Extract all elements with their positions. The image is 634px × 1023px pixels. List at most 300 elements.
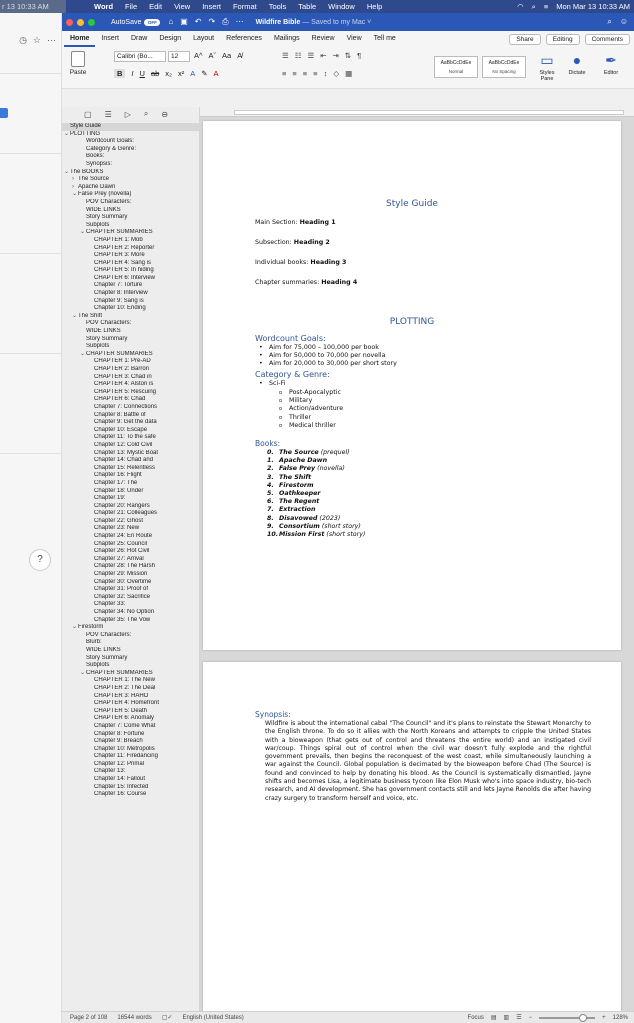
book-number: 6. <box>267 498 274 506</box>
proofing-icon[interactable]: ▢✓ <box>161 1015 173 1021</box>
nav-heading-label: CHAPTER 3: More <box>94 252 145 259</box>
nav-heading-item[interactable] <box>62 146 200 154</box>
nav-heading-label: Subplots <box>86 221 110 228</box>
menu-bar <box>0 0 634 13</box>
list-item <box>255 482 365 490</box>
save-icon[interactable]: ▣ <box>180 17 188 26</box>
style-line <box>255 279 357 286</box>
nav-heading-item[interactable] <box>62 336 200 344</box>
nav-heading-item[interactable] <box>62 442 200 450</box>
book-number: 2. <box>267 465 274 473</box>
focus-button[interactable]: Focus <box>467 1014 484 1021</box>
nav-heading-item[interactable] <box>62 176 200 184</box>
tab-insert[interactable]: Insert <box>101 35 119 42</box>
editor-label: Editor <box>603 70 619 76</box>
nav-heading-item[interactable] <box>62 404 200 412</box>
book-number: 10. <box>267 530 279 538</box>
menu-insert[interactable]: Insert <box>202 2 221 11</box>
divider <box>0 253 62 254</box>
background-window <box>0 13 62 1023</box>
nav-heading-label: CHAPTER 2: The Deal <box>94 684 156 691</box>
nav-heading-item[interactable] <box>62 381 200 389</box>
nav-heading-label: Chapter 24: En Route <box>94 533 153 540</box>
shrink-font-button[interactable]: Aˇ <box>208 51 217 60</box>
style-normal[interactable] <box>434 56 478 78</box>
nav-heading-item[interactable] <box>62 229 200 237</box>
nav-heading-item[interactable] <box>62 434 200 442</box>
nav-heading-item[interactable] <box>62 465 200 473</box>
navigation-pane <box>62 107 200 1011</box>
heading-category: Category & Genre: <box>255 370 330 379</box>
document-page[interactable] <box>203 121 621 650</box>
nav-heading-item[interactable] <box>62 761 200 769</box>
book-title: Mission First <box>279 530 325 538</box>
style-value: Heading 1 <box>299 219 336 226</box>
list-item <box>255 523 365 531</box>
nav-heading-label: Chapter 12: Primal <box>94 760 145 767</box>
nav-heading-label: Chapter 7: Come What <box>94 722 156 729</box>
minimize-window-button[interactable] <box>77 19 84 26</box>
nav-heading-label: Chapter 20: Rangers <box>94 502 150 509</box>
book-title: Firestorm <box>279 481 314 489</box>
book-title: Apache Dawn <box>279 457 328 465</box>
divider <box>0 353 62 354</box>
nav-heading-item[interactable] <box>62 495 200 503</box>
doc-name: Wildfire Bible <box>255 18 301 26</box>
document-page[interactable] <box>203 662 621 1011</box>
text-effects-button[interactable]: A <box>190 69 196 78</box>
divider <box>0 153 62 154</box>
nav-heading-label: Blurb: <box>86 639 102 646</box>
nav-heading-item[interactable] <box>62 731 200 739</box>
nav-heading-item[interactable] <box>62 161 200 169</box>
nav-heading-label: Chapter 9: Breach <box>94 738 143 745</box>
nav-heading-label: Synopsis: <box>86 160 113 167</box>
nav-heading-item[interactable] <box>62 586 200 594</box>
ribbon-home <box>62 47 634 89</box>
nav-heading-item[interactable] <box>62 670 200 678</box>
nav-heading-item[interactable] <box>62 427 200 435</box>
nav-heading-item[interactable] <box>62 556 200 564</box>
nav-heading-item[interactable] <box>62 450 200 458</box>
justify-button[interactable]: ≡ <box>313 69 318 78</box>
nav-heading-item[interactable] <box>62 396 200 404</box>
list-item <box>255 457 365 465</box>
nav-heading-label: CHAPTER 1: The New <box>94 677 155 684</box>
nav-heading-item[interactable] <box>62 351 200 359</box>
nav-heading-item[interactable] <box>62 700 200 708</box>
nav-heading-label: Apache Dawn <box>78 183 116 190</box>
nav-heading-item[interactable] <box>62 563 200 571</box>
nav-heading-item[interactable] <box>62 632 200 640</box>
font-name-select[interactable]: Calibri (Bo... <box>114 51 166 62</box>
numbering-button[interactable]: ☷ <box>294 51 302 60</box>
tab-design[interactable]: Design <box>159 35 182 42</box>
title-bar <box>62 13 634 31</box>
more-icon[interactable]: ⋯ <box>47 35 56 45</box>
nav-heading-item[interactable] <box>62 518 200 526</box>
nav-heading-item[interactable] <box>62 419 200 427</box>
chevron-down-icon[interactable]: ⌄ <box>72 312 78 319</box>
nav-heading-label: The BOOKS <box>70 168 104 175</box>
nav-heading-item[interactable] <box>62 237 200 245</box>
nav-heading-item[interactable] <box>62 609 200 617</box>
history-icon[interactable]: ◷ <box>19 35 27 45</box>
book-title: Oathkeeper <box>279 489 321 497</box>
nav-heading-item[interactable] <box>62 768 200 776</box>
nav-heading-item[interactable] <box>62 412 200 420</box>
microphone-icon: ● <box>572 52 582 68</box>
web-layout-icon[interactable]: ▥ <box>503 1015 510 1021</box>
heading-plotting: PLOTTING <box>389 317 435 327</box>
nav-heading-label: CHAPTER 3: Chad in <box>94 373 152 380</box>
menu-edit[interactable]: Edit <box>149 2 163 11</box>
menu-table[interactable]: Table <box>298 2 317 11</box>
menu-tools[interactable]: Tools <box>268 2 287 11</box>
paste-button[interactable] <box>66 51 90 76</box>
nav-heading-item[interactable] <box>62 245 200 253</box>
zoom-window-button[interactable] <box>88 19 95 26</box>
styles-pane-button[interactable] <box>536 52 558 82</box>
tab-references[interactable]: References <box>226 35 262 42</box>
synopsis-paragraph: Wildfire is about the international cabal "The Council" and it's plans to reinstate the Stewart Monarchy to the English throne. To do so it allies with the North Koreans and attempts to cripple the United States with a bioweapon (that gets out of control and threatens the entire world) and an instigated civil war/coup. Things spiral out of control when the civil war doesn't fully explode and the rightful government prevails, then begins the reconquest of the west coast, while simultaneously launching a war against the Council. Global population is decimated by the bioweapon before Chad (The Source) is found and convinced to help by donating his blood. As the Council is systematically dismantled, Jayne shifts and becomes Lisa, a legitimate business tycoon like Elon Musk who's into space industry, bio-tech research, and AI development. She has government contacts still and lets Jayne Renolds die after having crazy surgery to transform herself and voice, etc. <box>265 720 591 802</box>
list-item <box>255 506 365 514</box>
nav-heading-label: CHAPTER 5: Death <box>94 707 148 714</box>
style-label: Chapter summaries: <box>255 279 322 286</box>
nav-heading-item[interactable] <box>62 510 200 518</box>
nav-heading-item[interactable] <box>62 252 200 260</box>
nav-heading-item[interactable] <box>62 776 200 784</box>
pages-thumbnail-icon[interactable]: ▢ <box>84 109 92 119</box>
align-center-button[interactable]: ≡ <box>292 69 297 78</box>
decrease-indent-button[interactable]: ⇤ <box>320 51 327 60</box>
nav-heading-label: POV Characters: <box>86 320 132 327</box>
nav-heading-item[interactable] <box>62 153 200 161</box>
font-size-select[interactable]: 12 <box>168 51 190 62</box>
pilcrow-button[interactable]: ¶ <box>357 51 362 60</box>
nav-heading-label: Chapter 18: Under <box>94 487 144 494</box>
nav-heading-item[interactable] <box>62 366 200 374</box>
nav-heading-item[interactable] <box>62 738 200 746</box>
list-item <box>255 490 365 498</box>
nav-heading-item[interactable] <box>62 784 200 792</box>
genre-list <box>255 389 343 430</box>
menu-view[interactable]: View <box>174 2 191 11</box>
list-item: o Post-Apocalyptic <box>255 389 343 397</box>
nav-heading-label: CHAPTER 6: Chad <box>94 396 146 403</box>
nav-heading-item[interactable] <box>62 298 200 306</box>
nav-heading-item[interactable] <box>62 191 200 199</box>
nav-heading-item[interactable] <box>62 548 200 556</box>
change-case-button[interactable]: Aa <box>222 51 232 60</box>
menu-app-word[interactable]: Word <box>94 2 114 11</box>
chevron-right-icon[interactable]: › <box>72 176 74 183</box>
nav-heading-label: CHAPTER 4: Alston is <box>94 381 154 388</box>
chevron-down-icon[interactable]: ⌄ <box>64 130 70 137</box>
editing-button[interactable]: Editing <box>546 34 580 45</box>
more-icon[interactable]: ⋯ <box>235 17 244 26</box>
zoom-slider[interactable] <box>539 1017 595 1019</box>
word-count[interactable]: 16544 words <box>117 1014 152 1021</box>
styles-pane-icon: ▭ <box>540 52 554 68</box>
nav-heading-item[interactable] <box>62 662 200 670</box>
nav-heading-item[interactable] <box>62 624 200 632</box>
list-item <box>255 465 365 473</box>
chevron-down-icon[interactable]: ⌄ <box>80 669 86 676</box>
nav-heading-item[interactable] <box>62 222 200 230</box>
nav-heading-item[interactable] <box>62 579 200 587</box>
search-icon[interactable]: ⌕ <box>607 17 612 26</box>
zoom-level[interactable]: 128% <box>612 1014 628 1021</box>
align-right-button[interactable]: ≡ <box>302 69 308 78</box>
print-layout-icon[interactable]: ▤ <box>490 1015 497 1021</box>
zoom-out-button[interactable]: − <box>528 1014 533 1021</box>
language[interactable]: English (United States) <box>182 1014 244 1021</box>
nav-heading-item[interactable] <box>62 358 200 366</box>
style-line <box>255 239 330 246</box>
nav-heading-item[interactable] <box>62 328 200 336</box>
person-icon[interactable]: ☺ <box>619 17 628 26</box>
nav-heading-label: Books: <box>86 153 105 160</box>
line-spacing-button[interactable]: ↕ <box>323 69 328 78</box>
nav-heading-label: Story Summary <box>86 335 128 342</box>
nav-heading-item[interactable] <box>62 207 200 215</box>
nav-heading-item[interactable] <box>62 313 200 321</box>
chevron-down-icon[interactable]: ⌄ <box>64 168 70 175</box>
nav-heading-label: Wordcount Goals: <box>86 138 134 145</box>
autosave-state: OFF <box>144 19 160 26</box>
nav-heading-item[interactable] <box>62 753 200 761</box>
wifi-icon[interactable]: ◠ <box>517 2 524 11</box>
nav-heading-item[interactable] <box>62 715 200 723</box>
nav-heading-item[interactable] <box>62 138 200 146</box>
ruler-track[interactable] <box>234 110 624 115</box>
nav-heading-label: Category & Genre: <box>86 145 137 152</box>
nav-heading-label: CHAPTER 1: Mob <box>94 236 143 243</box>
chevron-right-icon[interactable]: › <box>72 183 74 190</box>
nav-heading-label: Chapter 33: <box>94 601 126 608</box>
nav-heading-item[interactable] <box>62 791 200 799</box>
chevron-down-icon[interactable]: ⌄ <box>72 624 78 631</box>
borders-button[interactable]: ▦ <box>345 69 353 78</box>
ribbon-tabs <box>62 31 634 47</box>
nav-heading-item[interactable] <box>62 343 200 351</box>
zoom-in-button[interactable]: + <box>602 1014 606 1021</box>
menu-file[interactable]: File <box>125 2 138 11</box>
increase-indent-button[interactable]: ⇥ <box>332 51 339 60</box>
share-button[interactable]: Share <box>509 34 540 45</box>
nav-heading-item[interactable] <box>62 260 200 268</box>
nav-heading-item[interactable] <box>62 746 200 754</box>
tab-draw[interactable]: Draw <box>130 35 148 42</box>
nav-heading-label: Chapter 35: The Vow <box>94 616 151 623</box>
book-note: (short story) <box>324 530 366 538</box>
nav-heading-item[interactable] <box>62 480 200 488</box>
tab-view[interactable]: View <box>346 35 362 42</box>
nav-heading-item[interactable] <box>62 525 200 533</box>
tab-layout[interactable]: Layout <box>193 35 215 42</box>
nav-heading-item[interactable] <box>62 472 200 480</box>
nav-heading-label: CHAPTER 1: Pre-AD <box>94 358 151 365</box>
italic-button[interactable]: I <box>131 69 134 78</box>
nav-heading-item[interactable] <box>62 708 200 716</box>
status-bar <box>62 1011 634 1023</box>
nav-heading-label: WIDE LINKS <box>86 206 121 213</box>
nav-heading-label: CHAPTER 5: Rescuing <box>94 388 157 395</box>
tell-me-search[interactable]: Tell me <box>373 35 396 42</box>
nav-heading-item[interactable] <box>62 655 200 663</box>
search-icon[interactable]: ⌕ <box>531 1 536 11</box>
control-center-icon[interactable]: ≡ <box>543 2 549 11</box>
nav-heading-item[interactable] <box>62 131 200 139</box>
nav-heading-item[interactable] <box>62 693 200 701</box>
list-item <box>255 474 365 482</box>
autosave-toggle[interactable] <box>111 19 160 26</box>
menu-format[interactable]: Format <box>232 2 257 11</box>
styles-pane-label: Styles Pane <box>539 70 555 82</box>
tab-home[interactable]: Home <box>64 31 95 47</box>
book-note: (2023) <box>317 514 341 522</box>
nav-heading-label: CHAPTER 3: HAHO <box>94 692 149 699</box>
nav-heading-item[interactable] <box>62 389 200 397</box>
close-window-button[interactable] <box>66 19 73 26</box>
undo-icon[interactable]: ↶ <box>194 17 202 26</box>
close-icon[interactable]: ⊖ <box>161 109 169 119</box>
style-value: Heading 4 <box>321 279 358 286</box>
nav-heading-item[interactable] <box>62 488 200 496</box>
nav-heading-label: CHAPTER 4: Sang is <box>94 259 152 266</box>
menu-window[interactable]: Window <box>328 2 355 11</box>
style-label: Main Section: <box>255 219 300 226</box>
nav-heading-item[interactable] <box>62 533 200 541</box>
filter-icon[interactable]: ▷ <box>124 109 131 119</box>
strikethrough-button[interactable]: ab <box>150 69 160 78</box>
chevron-down-icon[interactable]: ⌄ <box>72 191 78 198</box>
chevron-down-icon[interactable]: ⌄ <box>80 229 86 236</box>
nav-heading-item[interactable] <box>62 320 200 328</box>
search-icon[interactable]: ⌕ <box>143 109 149 118</box>
font-color-button[interactable]: A <box>213 69 219 78</box>
bullets-button[interactable]: ☰ <box>282 51 289 60</box>
nav-heading-label: Chapter 11: To the safe <box>94 434 156 441</box>
tab-review[interactable]: Review <box>311 35 335 42</box>
nav-heading-label: Chapter 21: Colleagues <box>94 510 158 517</box>
menubar-clock[interactable]: Mon Mar 13 10:33 AM <box>556 2 630 11</box>
nav-heading-item[interactable] <box>62 282 200 290</box>
home-icon[interactable]: ⌂ <box>168 17 174 26</box>
nav-heading-item[interactable] <box>62 267 200 275</box>
outline-icon[interactable]: ☰ <box>516 1015 522 1021</box>
nav-heading-item[interactable] <box>62 601 200 609</box>
nav-heading-item[interactable] <box>62 639 200 647</box>
nav-heading-item[interactable] <box>62 457 200 465</box>
nav-heading-item[interactable] <box>62 123 200 131</box>
nav-heading-item[interactable] <box>62 184 200 192</box>
heading-synopsis: Synopsis: <box>255 710 291 719</box>
nav-heading-item[interactable] <box>62 594 200 602</box>
nav-heading-label: WIDE LINKS <box>86 646 121 653</box>
sort-button[interactable]: ⇅ <box>344 51 352 60</box>
nav-heading-label: Chapter 13: <box>94 768 126 775</box>
style-value: Heading 3 <box>310 259 347 266</box>
editor-button[interactable] <box>600 52 622 76</box>
grow-font-button[interactable]: A^ <box>194 51 203 60</box>
list-item: o Military <box>255 397 343 405</box>
nav-heading-item[interactable] <box>62 275 200 283</box>
document-title[interactable] <box>256 19 372 26</box>
nav-heading-item[interactable] <box>62 503 200 511</box>
style-no-spacing[interactable] <box>482 56 526 78</box>
list-item: • Aim for 75,000 – 100,000 per book <box>255 344 397 352</box>
align-left-button[interactable]: ≡ <box>282 69 287 78</box>
shading-button[interactable]: ◇ <box>333 69 340 78</box>
clear-format-button[interactable]: A̸ <box>237 51 243 60</box>
book-number: 5. <box>267 489 274 497</box>
dictate-button[interactable] <box>566 52 588 76</box>
superscript-button[interactable]: x² <box>177 69 185 78</box>
highlight-button[interactable]: ✎ <box>201 69 208 78</box>
list-item: o Medical thriller <box>255 422 343 430</box>
nav-heading-item[interactable] <box>62 571 200 579</box>
bold-button[interactable]: B <box>114 69 125 78</box>
list-item: • Aim for 50,000 to 70,000 per novella <box>255 352 397 360</box>
nav-heading-item[interactable] <box>62 617 200 625</box>
menu-help[interactable]: Help <box>366 2 383 11</box>
nav-heading-item[interactable] <box>62 214 200 222</box>
nav-heading-item[interactable] <box>62 374 200 382</box>
redo-icon[interactable]: ↷ <box>208 17 216 26</box>
editor-pen-icon: ✒ <box>605 52 617 68</box>
nav-heading-label: Chapter 16: Flight <box>94 472 142 479</box>
nav-heading-item[interactable] <box>62 647 200 655</box>
nav-heading-label: CHAPTER SUMMARIES <box>86 669 153 676</box>
nav-heading-item[interactable] <box>62 541 200 549</box>
nav-heading-label: Story Summary <box>86 214 128 221</box>
nav-heading-label: Chapter 17: The <box>94 479 138 486</box>
nav-heading-label: The Shift <box>78 312 103 319</box>
underline-button[interactable]: U <box>139 69 145 78</box>
nav-heading-item[interactable] <box>62 723 200 731</box>
book-title: The Shift <box>279 473 312 481</box>
star-icon[interactable]: ☆ <box>32 35 41 45</box>
book-title: Disavowed <box>279 514 318 522</box>
nav-heading-label: Chapter 32: Sacrifice <box>94 593 151 600</box>
chevron-down-icon[interactable]: ⌄ <box>80 350 86 357</box>
multilevel-button[interactable]: ☰ <box>307 51 315 60</box>
comments-button[interactable]: Comments <box>585 34 630 45</box>
book-number: 8. <box>267 514 274 522</box>
print-icon[interactable]: ⎙ <box>222 17 229 26</box>
headings-icon[interactable]: ☰ <box>104 109 112 119</box>
heading-style-guide: Style Guide <box>386 199 438 209</box>
nav-heading-item[interactable] <box>62 169 200 177</box>
nav-heading-item[interactable] <box>62 305 200 313</box>
nav-heading-item[interactable] <box>62 677 200 685</box>
help-button[interactable]: ? <box>29 549 51 571</box>
tab-mailings[interactable]: Mailings <box>273 35 300 42</box>
book-number: 9. <box>267 522 274 530</box>
document-canvas[interactable] <box>200 107 634 1011</box>
nav-heading-label: Chapter 22: Ghost <box>94 517 144 524</box>
nav-heading-item[interactable] <box>62 290 200 298</box>
nav-heading-item[interactable] <box>62 685 200 693</box>
book-number: 0. <box>267 449 274 456</box>
zoom-slider-knob[interactable] <box>579 1014 587 1022</box>
page-count[interactable]: Page 2 of 108 <box>70 1014 108 1021</box>
word-window <box>62 13 634 1023</box>
nav-heading-item[interactable] <box>62 199 200 207</box>
subscript-button[interactable]: x₂ <box>165 69 172 78</box>
